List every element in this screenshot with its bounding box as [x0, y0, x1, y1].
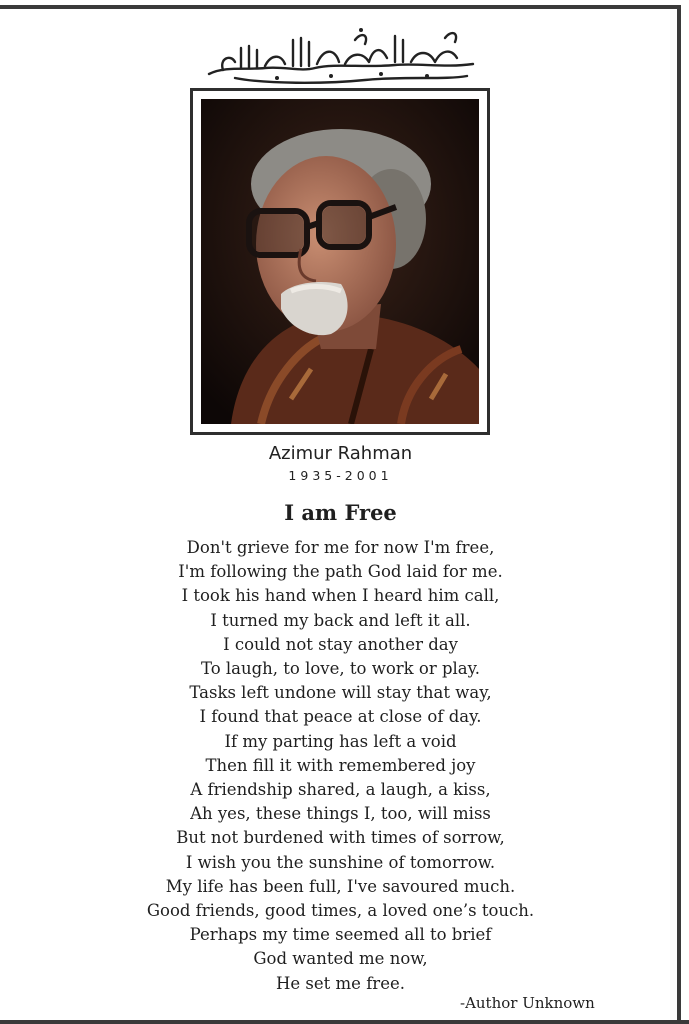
poem-line: Tasks left undone will stay that way,: [189, 683, 492, 703]
portrait-image: [201, 99, 479, 424]
poem-body: [0, 536, 681, 996]
poem-line: God wanted me now,: [253, 949, 428, 969]
person-years: 1935-2001: [288, 468, 393, 483]
poem-line: I could not stay another day: [223, 634, 458, 654]
poem-line: I took his hand when I heard him call,: [181, 586, 500, 606]
portrait-photo: [201, 99, 479, 424]
poem-line: My life has been full, I've savoured much.: [165, 876, 516, 896]
poem-line: I wish you the sunshine of tomorrow.: [185, 852, 496, 872]
poem-line: I turned my back and left it all.: [210, 610, 471, 630]
poem-line: Good friends, good times, a loved one’s touch.: [146, 901, 535, 921]
poem-line: To laugh, to love, to work or play.: [200, 659, 481, 679]
poem-line: I found that peace at close of day.: [199, 707, 482, 727]
poem-line: Don't grieve for me for now I'm free,: [186, 538, 495, 557]
poem-line: He set me free.: [276, 973, 405, 993]
person-name: Azimur Rahman: [268, 443, 413, 464]
poem-line: Perhaps my time seemed all to brief: [189, 925, 492, 945]
poem-line: If my parting has left a void: [224, 731, 457, 751]
poem-attribution: -Author Unknown: [460, 994, 595, 1012]
poem-line: A friendship shared, a laugh, a kiss,: [190, 780, 491, 800]
poem-line: Ah yes, these things I, too, will miss: [190, 804, 491, 824]
bismillah-calligraphy: [205, 18, 480, 88]
poem-line: Then fill it with remembered joy: [205, 755, 476, 775]
poem-line: I'm following the path God laid for me.: [178, 562, 503, 582]
poem-line: But not burdened with times of sorrow,: [176, 828, 505, 848]
bottom-border: [0, 1020, 689, 1024]
poem-title: I am Free: [284, 500, 397, 525]
portrait-frame: [190, 88, 490, 435]
